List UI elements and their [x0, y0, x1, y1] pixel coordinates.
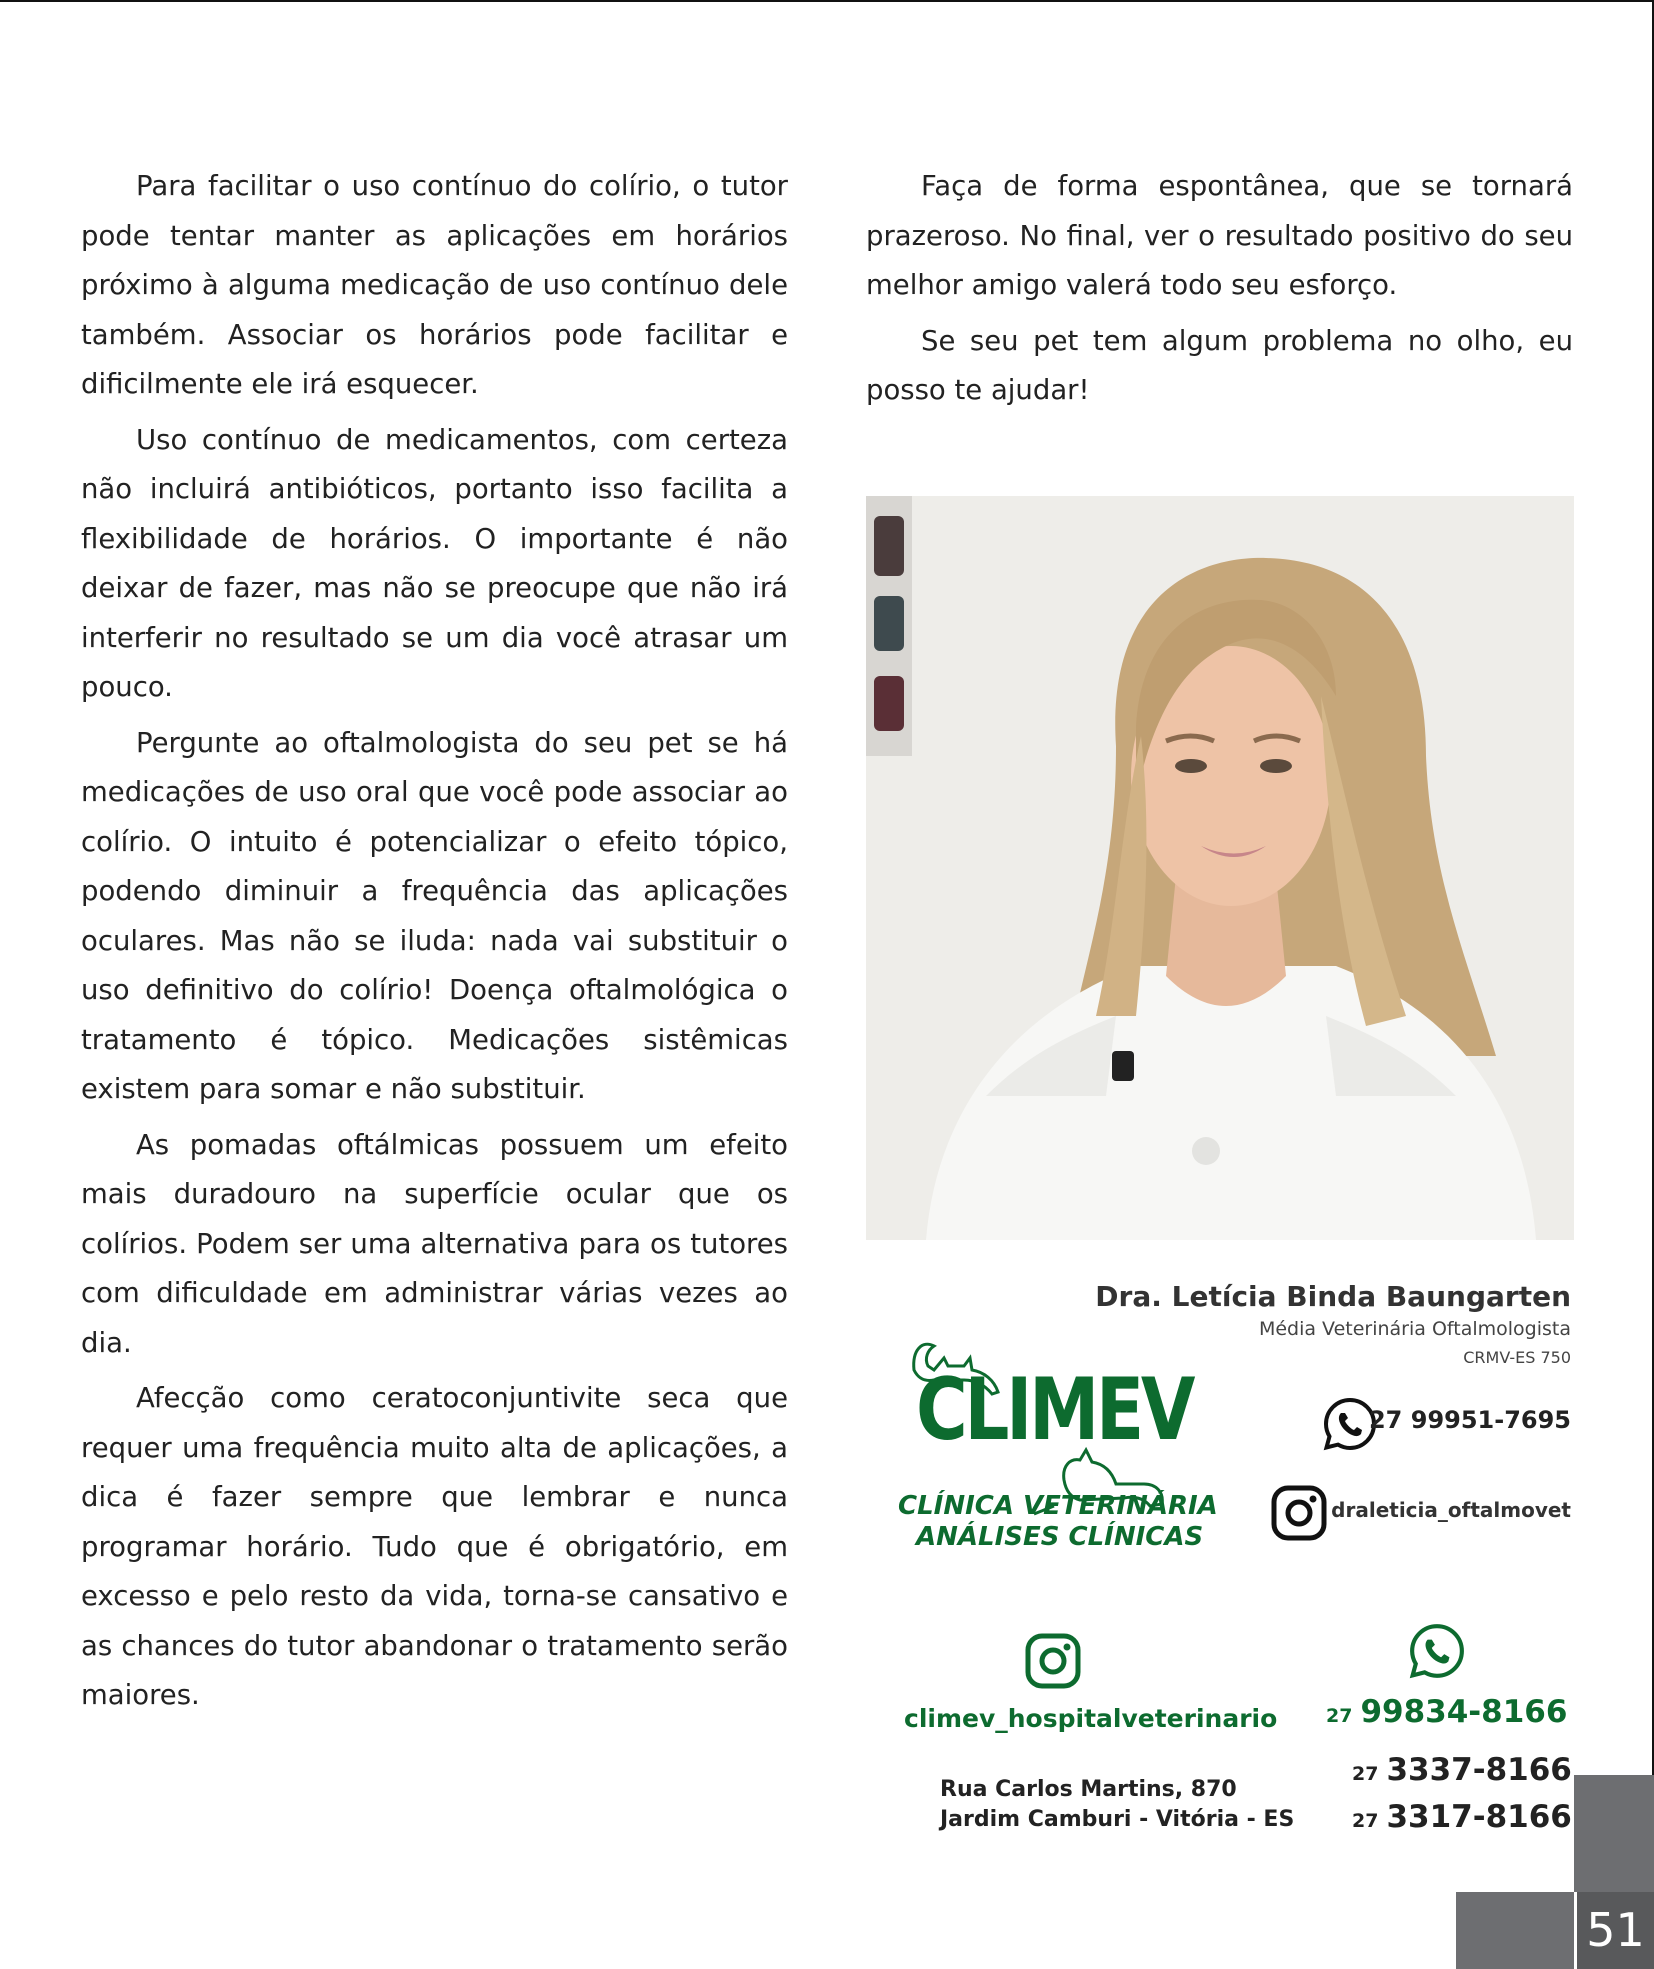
- paragraph: Faça de forma espontânea, que se tornará prazeroso. No final, ver o resultado positivo do seu melhor amigo valerá todo seu esforço.: [866, 170, 1573, 301]
- instagram-icon: [1270, 1484, 1328, 1542]
- page-tab-decoration: [1574, 1775, 1654, 1892]
- phone-number: 3337-8166: [1386, 1752, 1572, 1788]
- area-code: 27: [1352, 1763, 1379, 1785]
- page-frame-top: [0, 0, 1654, 2]
- clinic-subtitle-analyses: ANÁLISES CLÍNICAS: [916, 1522, 1204, 1552]
- paragraph: As pomadas oftálmicas possuem um efeito mais duradouro na superfície ocular que os colírios. Podem ser uma alternativa para os tutores com dificuldade em administrar várias vezes ao dia.: [81, 1128, 788, 1359]
- paragraph: Para facilitar o uso contínuo do colírio, o tutor pode tentar manter as aplicações em horários próximo à alguma medicação de uso contínuo dele também. Associar os horários pode facilitar e dificilmente ele irá esquecer.: [81, 170, 788, 400]
- article-right-column: [866, 162, 1573, 422]
- clinic-logo-wordmark: CLIMEV: [916, 1360, 1193, 1460]
- paragraph: Uso contínuo de medicamentos, com certeza não incluirá antibióticos, portanto isso facilita a flexibilidade de horários. O importante é não deixar de fazer, mas não se preocupe que não irá interferir no resultado se um dia você atrasar um pouco.: [81, 423, 788, 703]
- clinic-whatsapp-phone: [1326, 1694, 1567, 1730]
- clinic-phone-1: [1352, 1752, 1572, 1788]
- clinic-instagram-handle: climev_hospitalveterinario: [904, 1704, 1278, 1733]
- clinic-subtitle-veterinary: CLÍNICA VETERINÁRIA: [898, 1491, 1218, 1521]
- author-name: Dra. Letícia Binda Baungarten: [1095, 1280, 1571, 1313]
- page-number: 51: [1574, 1892, 1654, 1969]
- whatsapp-icon: [1408, 1622, 1466, 1680]
- author-whatsapp-number: 27 99951-7695: [1368, 1406, 1571, 1434]
- author-role: Média Veterinária Oftalmologista: [1258, 1318, 1571, 1340]
- clinic-phone-2: [1352, 1799, 1572, 1835]
- area-code: 27: [1352, 1810, 1379, 1832]
- author-portrait-photo: [866, 496, 1574, 1240]
- area-code: 27: [1326, 1705, 1353, 1727]
- phone-number: 3317-8166: [1386, 1799, 1572, 1835]
- paragraph: Se seu pet tem algum problema no olho, eu posso te ajudar!: [866, 324, 1573, 406]
- author-instagram-handle: draleticia_oftalmovet: [1331, 1498, 1571, 1522]
- article-left-column: [81, 162, 788, 1727]
- paragraph: Afecção como ceratoconjuntivite seca que requer uma frequência muito alta de aplicações, a dica é fazer sempre que lembrar e nunca programar horário. Tudo que é obrigatório, em excesso e pelo resto da vida, torna-se cansativo e as chances do tutor abandonar o tratamento serão maiores.: [81, 1382, 788, 1711]
- author-crmv: CRMV-ES 750: [1463, 1348, 1571, 1367]
- phone-number: 99834-8166: [1360, 1694, 1568, 1730]
- clinic-address-line-2: Jardim Camburi - Vitória - ES: [940, 1807, 1295, 1832]
- paragraph: Pergunte ao oftalmologista do seu pet se há medicações de uso oral que você pode associar ao colírio. O intuito é potencializar o efeito tópico, podendo diminuir a frequência das aplicações oculares. Mas não se iluda: nada vai substituir o uso definitivo do colírio! Doença oftalmológica o tratamento é tópico. Medicações sistêmicas existem para somar e não substituir.: [81, 726, 788, 1105]
- clinic-address-line-1: Rua Carlos Martins, 870: [940, 1777, 1237, 1802]
- instagram-icon: [1024, 1632, 1082, 1690]
